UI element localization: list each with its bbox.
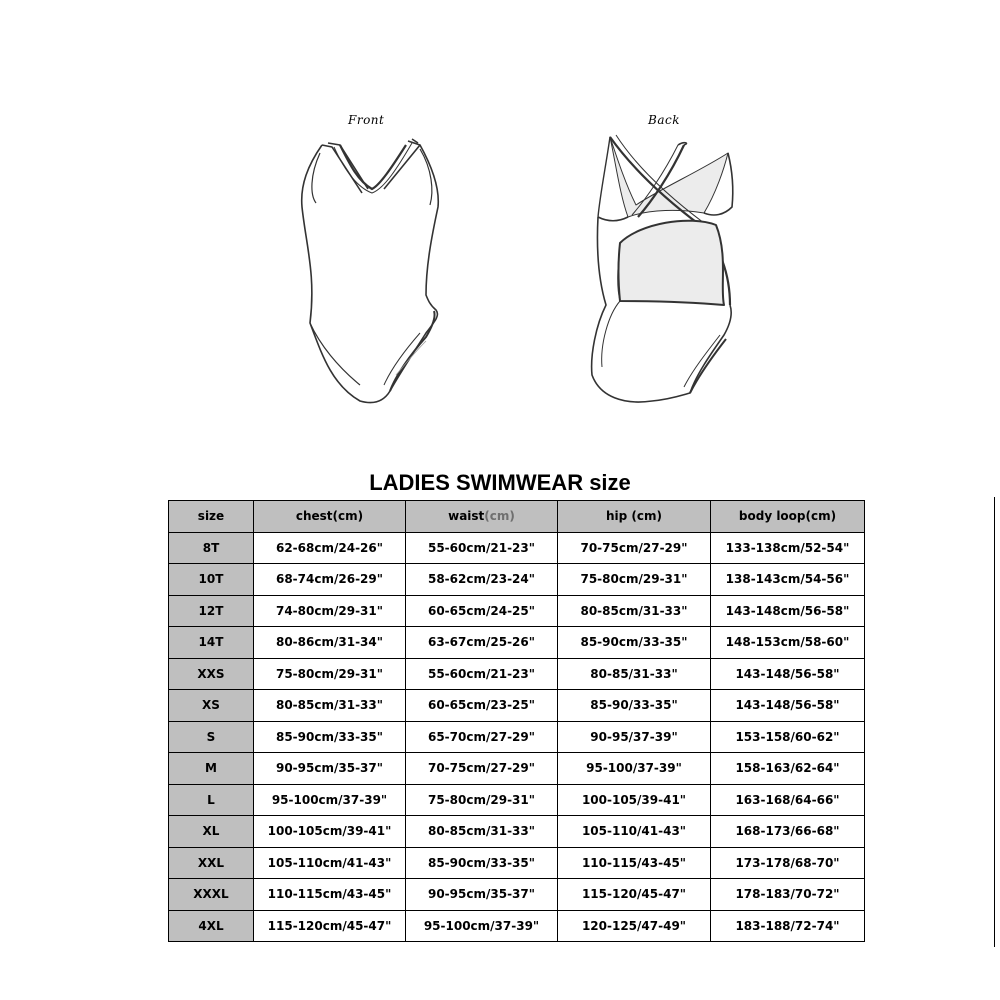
table-row [169, 627, 865, 659]
chest-cell: 90-95cm/35-37" [254, 753, 406, 785]
body-loop-cell: 153-158/60-62" [711, 721, 865, 753]
hip-cell: 90-95/37-39" [558, 721, 711, 753]
body-loop-cell: 133-138cm/52-54" [711, 532, 865, 564]
hip-cell: 95-100/37-39" [558, 753, 711, 785]
swimsuit-sketch [280, 105, 760, 425]
body-loop-cell: 173-178/68-70" [711, 847, 865, 879]
body-loop-cell: 148-153cm/58-60" [711, 627, 865, 659]
chest-cell: 62-68cm/24-26" [254, 532, 406, 564]
table-row [169, 753, 865, 785]
table-row [169, 658, 865, 690]
header-waist-label: waist [448, 509, 485, 524]
header-chest: chest(cm) [254, 501, 406, 533]
chest-cell: 95-100cm/37-39" [254, 784, 406, 816]
header-waist [406, 501, 558, 533]
chest-cell: 85-90cm/33-35" [254, 721, 406, 753]
page-edge-divider [994, 497, 995, 947]
header-hip: hip (cm) [558, 501, 711, 533]
chest-cell: 80-86cm/31-34" [254, 627, 406, 659]
size-cell: M [169, 753, 254, 785]
waist-cell: 65-70cm/27-29" [406, 721, 558, 753]
waist-cell: 55-60cm/21-23" [406, 658, 558, 690]
size-cell: XL [169, 816, 254, 848]
hip-cell: 80-85cm/31-33" [558, 595, 711, 627]
size-chart-table [168, 500, 865, 942]
size-cell: XS [169, 690, 254, 722]
body-loop-cell: 168-173/66-68" [711, 816, 865, 848]
chest-cell: 105-110cm/41-43" [254, 847, 406, 879]
hip-cell: 85-90/33-35" [558, 690, 711, 722]
waist-cell: 60-65cm/23-25" [406, 690, 558, 722]
waist-cell: 80-85cm/31-33" [406, 816, 558, 848]
table-row [169, 847, 865, 879]
chest-cell: 74-80cm/29-31" [254, 595, 406, 627]
chest-cell: 115-120cm/45-47" [254, 910, 406, 942]
hip-cell: 70-75cm/27-29" [558, 532, 711, 564]
hip-cell: 75-80cm/29-31" [558, 564, 711, 596]
size-cell: XXS [169, 658, 254, 690]
table-row [169, 784, 865, 816]
table-row [169, 879, 865, 911]
hip-cell: 115-120/45-47" [558, 879, 711, 911]
waist-cell: 90-95cm/35-37" [406, 879, 558, 911]
header-waist-unit: (cm) [484, 509, 515, 524]
size-cell: 10T [169, 564, 254, 596]
hip-cell: 120-125/47-49" [558, 910, 711, 942]
body-loop-cell: 143-148/56-58" [711, 658, 865, 690]
chest-cell: 80-85cm/31-33" [254, 690, 406, 722]
waist-cell: 75-80cm/29-31" [406, 784, 558, 816]
header-size: size [169, 501, 254, 533]
body-loop-cell: 158-163/62-64" [711, 753, 865, 785]
waist-cell: 85-90cm/33-35" [406, 847, 558, 879]
chest-cell: 100-105cm/39-41" [254, 816, 406, 848]
swimsuit-illustration [280, 105, 760, 425]
chest-cell: 110-115cm/43-45" [254, 879, 406, 911]
body-loop-cell: 143-148/56-58" [711, 690, 865, 722]
hip-cell: 100-105/39-41" [558, 784, 711, 816]
size-cell: 8T [169, 532, 254, 564]
size-cell: XXXL [169, 879, 254, 911]
header-body-loop: body loop(cm) [711, 501, 865, 533]
size-cell: XXL [169, 847, 254, 879]
table-row [169, 721, 865, 753]
hip-cell: 85-90cm/33-35" [558, 627, 711, 659]
waist-cell: 63-67cm/25-26" [406, 627, 558, 659]
table-row [169, 816, 865, 848]
table-row [169, 532, 865, 564]
chest-cell: 68-74cm/26-29" [254, 564, 406, 596]
body-loop-cell: 143-148cm/56-58" [711, 595, 865, 627]
size-cell: 12T [169, 595, 254, 627]
chest-cell: 75-80cm/29-31" [254, 658, 406, 690]
size-cell: 4XL [169, 910, 254, 942]
body-loop-cell: 138-143cm/54-56" [711, 564, 865, 596]
table-header-row [169, 501, 865, 533]
size-cell: 14T [169, 627, 254, 659]
hip-cell: 80-85/31-33" [558, 658, 711, 690]
waist-cell: 70-75cm/27-29" [406, 753, 558, 785]
back-view-label: Back [648, 113, 680, 127]
chart-title: LADIES SWIMWEAR size [369, 470, 631, 495]
table-row [169, 564, 865, 596]
table-row [169, 690, 865, 722]
front-view-swimsuit [302, 139, 439, 403]
body-loop-cell: 163-168/64-66" [711, 784, 865, 816]
body-loop-cell: 183-188/72-74" [711, 910, 865, 942]
table-row [169, 910, 865, 942]
table-row [169, 595, 865, 627]
size-cell: L [169, 784, 254, 816]
size-cell: S [169, 721, 254, 753]
front-view-label: Front [348, 113, 385, 127]
waist-cell: 55-60cm/21-23" [406, 532, 558, 564]
waist-cell: 60-65cm/24-25" [406, 595, 558, 627]
back-view-swimsuit [592, 135, 733, 402]
body-loop-cell: 178-183/70-72" [711, 879, 865, 911]
hip-cell: 110-115/43-45" [558, 847, 711, 879]
hip-cell: 105-110/41-43" [558, 816, 711, 848]
waist-cell: 95-100cm/37-39" [406, 910, 558, 942]
waist-cell: 58-62cm/23-24" [406, 564, 558, 596]
